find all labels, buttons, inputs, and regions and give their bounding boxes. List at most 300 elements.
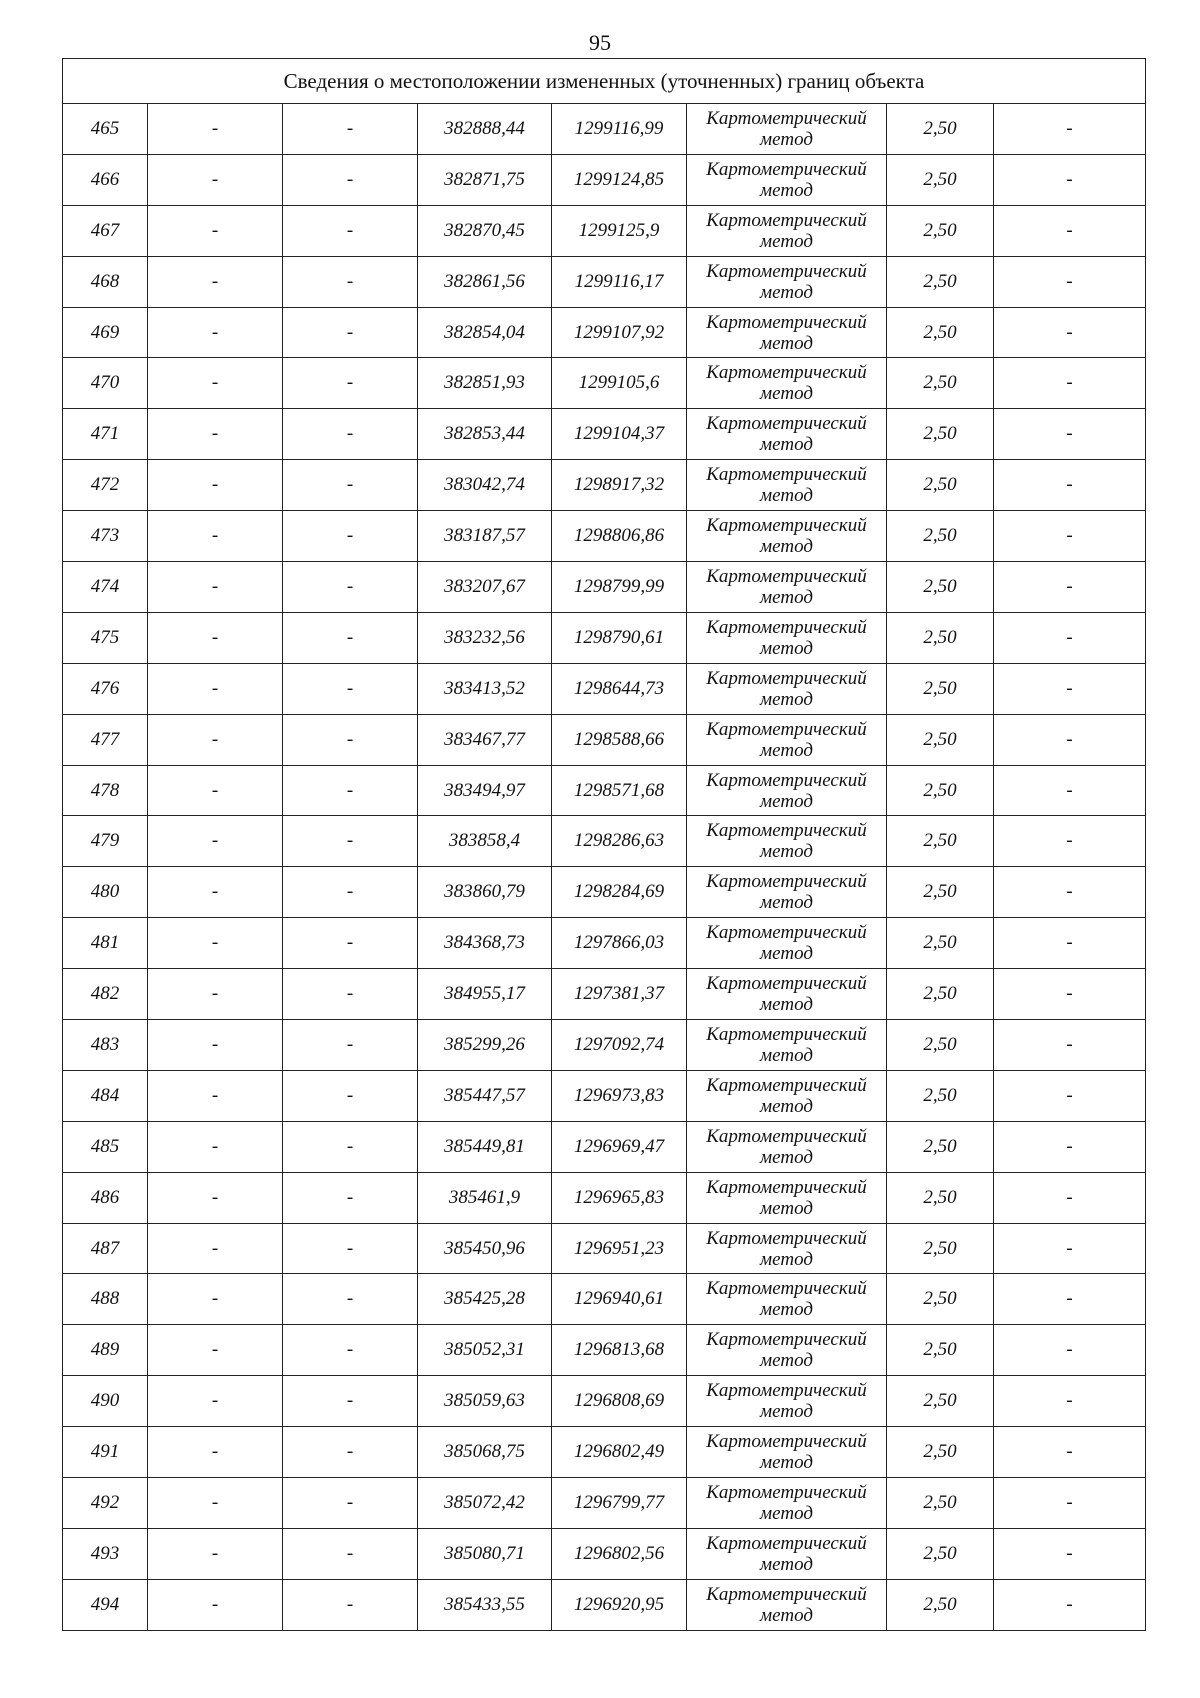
- empty-cell: -: [148, 1376, 283, 1427]
- method-cell: [687, 460, 887, 511]
- empty-cell: -: [283, 816, 418, 867]
- y-coordinate-cell: 1299125,9: [552, 205, 687, 256]
- y-coordinate-cell: 1296802,56: [552, 1528, 687, 1579]
- empty-cell: -: [994, 867, 1146, 918]
- empty-cell: -: [148, 1274, 283, 1325]
- empty-cell: -: [283, 562, 418, 613]
- method-line-2: метод: [760, 586, 813, 608]
- x-coordinate-cell: 383232,56: [418, 612, 552, 663]
- method-line-1: Картометрический: [706, 1431, 867, 1453]
- y-coordinate-cell: 1296799,77: [552, 1478, 687, 1529]
- point-number-cell: 469: [63, 307, 148, 358]
- empty-cell: -: [283, 1274, 418, 1325]
- table-body: [63, 59, 1146, 1631]
- method-cell: [687, 1325, 887, 1376]
- empty-cell: -: [148, 1325, 283, 1376]
- empty-cell: -: [148, 1121, 283, 1172]
- empty-cell: -: [148, 663, 283, 714]
- method-line-2: метод: [760, 179, 813, 201]
- x-coordinate-cell: 385447,57: [418, 1070, 552, 1121]
- table-row: [63, 1172, 1146, 1223]
- method-cell: [687, 562, 887, 613]
- point-number-cell: 481: [63, 918, 148, 969]
- method-line-2: метод: [760, 1604, 813, 1626]
- table-row: [63, 816, 1146, 867]
- method-cell: [687, 358, 887, 409]
- method-cell: [687, 1579, 887, 1630]
- x-coordinate-cell: 382871,75: [418, 154, 552, 205]
- point-number-cell: 491: [63, 1427, 148, 1478]
- method-cell: [687, 816, 887, 867]
- method-cell: [687, 1070, 887, 1121]
- y-coordinate-cell: 1296802,49: [552, 1427, 687, 1478]
- y-coordinate-cell: 1296951,23: [552, 1223, 687, 1274]
- empty-cell: -: [994, 409, 1146, 460]
- table-row: [63, 154, 1146, 205]
- table-row: [63, 1070, 1146, 1121]
- empty-cell: -: [148, 562, 283, 613]
- accuracy-cell: 2,50: [887, 1325, 994, 1376]
- accuracy-cell: 2,50: [887, 562, 994, 613]
- point-number-cell: 486: [63, 1172, 148, 1223]
- method-cell: [687, 1020, 887, 1071]
- method-line-1: Картометрический: [706, 362, 867, 384]
- point-number-cell: 473: [63, 511, 148, 562]
- accuracy-cell: 2,50: [887, 612, 994, 663]
- table-row: [63, 205, 1146, 256]
- method-line-2: метод: [760, 1350, 813, 1372]
- empty-cell: -: [994, 1274, 1146, 1325]
- point-number-cell: 490: [63, 1376, 148, 1427]
- method-line-1: Картометрический: [706, 922, 867, 944]
- page-number: 95: [589, 30, 611, 55]
- method-line-1: Картометрический: [706, 158, 867, 180]
- empty-cell: -: [994, 104, 1146, 155]
- method-cell: [687, 714, 887, 765]
- accuracy-cell: 2,50: [887, 1274, 994, 1325]
- empty-cell: -: [148, 1528, 283, 1579]
- y-coordinate-cell: 1299124,85: [552, 154, 687, 205]
- method-cell: [687, 409, 887, 460]
- method-cell: [687, 104, 887, 155]
- point-number-cell: 476: [63, 663, 148, 714]
- point-number-cell: 467: [63, 205, 148, 256]
- y-coordinate-cell: 1298917,32: [552, 460, 687, 511]
- method-cell: [687, 1427, 887, 1478]
- empty-cell: -: [283, 1427, 418, 1478]
- empty-cell: -: [994, 1172, 1146, 1223]
- empty-cell: -: [283, 1376, 418, 1427]
- method-cell: [687, 1274, 887, 1325]
- x-coordinate-cell: 385450,96: [418, 1223, 552, 1274]
- empty-cell: -: [283, 511, 418, 562]
- method-cell: [687, 1528, 887, 1579]
- y-coordinate-cell: 1296813,68: [552, 1325, 687, 1376]
- table-row: [63, 663, 1146, 714]
- empty-cell: -: [283, 1478, 418, 1529]
- point-number-cell: 483: [63, 1020, 148, 1071]
- method-cell: [687, 1223, 887, 1274]
- accuracy-cell: 2,50: [887, 1223, 994, 1274]
- point-number-cell: 468: [63, 256, 148, 307]
- empty-cell: -: [994, 1427, 1146, 1478]
- x-coordinate-cell: 383467,77: [418, 714, 552, 765]
- accuracy-cell: 2,50: [887, 663, 994, 714]
- empty-cell: -: [283, 714, 418, 765]
- empty-cell: -: [283, 1528, 418, 1579]
- x-coordinate-cell: 385425,28: [418, 1274, 552, 1325]
- method-cell: [687, 612, 887, 663]
- method-cell: [687, 663, 887, 714]
- accuracy-cell: 2,50: [887, 154, 994, 205]
- empty-cell: -: [283, 1579, 418, 1630]
- y-coordinate-cell: 1296973,83: [552, 1070, 687, 1121]
- x-coordinate-cell: 382870,45: [418, 205, 552, 256]
- point-number-cell: 471: [63, 409, 148, 460]
- method-cell: [687, 1121, 887, 1172]
- empty-cell: -: [283, 104, 418, 155]
- empty-cell: -: [283, 154, 418, 205]
- accuracy-cell: 2,50: [887, 1172, 994, 1223]
- accuracy-cell: 2,50: [887, 358, 994, 409]
- method-line-2: метод: [760, 230, 813, 252]
- method-line-2: метод: [760, 1299, 813, 1321]
- accuracy-cell: 2,50: [887, 765, 994, 816]
- empty-cell: -: [994, 1020, 1146, 1071]
- point-number-cell: 484: [63, 1070, 148, 1121]
- x-coordinate-cell: 383858,4: [418, 816, 552, 867]
- method-line-1: Картометрический: [706, 871, 867, 893]
- method-line-1: Картометрический: [706, 667, 867, 689]
- x-coordinate-cell: 382888,44: [418, 104, 552, 155]
- accuracy-cell: 2,50: [887, 205, 994, 256]
- accuracy-cell: 2,50: [887, 1070, 994, 1121]
- method-line-2: метод: [760, 994, 813, 1016]
- x-coordinate-cell: 385052,31: [418, 1325, 552, 1376]
- point-number-cell: 493: [63, 1528, 148, 1579]
- method-line-2: метод: [760, 1401, 813, 1423]
- empty-cell: -: [283, 765, 418, 816]
- boundary-coordinates-table: [62, 58, 1146, 1631]
- x-coordinate-cell: 383413,52: [418, 663, 552, 714]
- empty-cell: -: [994, 612, 1146, 663]
- point-number-cell: 479: [63, 816, 148, 867]
- empty-cell: -: [283, 612, 418, 663]
- table-row: [63, 460, 1146, 511]
- table-row: [63, 358, 1146, 409]
- point-number-cell: 488: [63, 1274, 148, 1325]
- accuracy-cell: 2,50: [887, 918, 994, 969]
- table-row: [63, 1020, 1146, 1071]
- empty-cell: -: [994, 1376, 1146, 1427]
- empty-cell: -: [283, 1223, 418, 1274]
- method-line-2: метод: [760, 790, 813, 812]
- y-coordinate-cell: 1299116,17: [552, 256, 687, 307]
- empty-cell: -: [148, 1070, 283, 1121]
- empty-cell: -: [994, 1579, 1146, 1630]
- empty-cell: -: [994, 714, 1146, 765]
- method-line-1: Картометрический: [706, 1380, 867, 1402]
- empty-cell: -: [283, 663, 418, 714]
- table-row: [63, 104, 1146, 155]
- empty-cell: -: [148, 1478, 283, 1529]
- accuracy-cell: 2,50: [887, 409, 994, 460]
- empty-cell: -: [994, 562, 1146, 613]
- empty-cell: -: [994, 460, 1146, 511]
- method-line-1: Картометрический: [706, 1278, 867, 1300]
- empty-cell: -: [283, 1325, 418, 1376]
- empty-cell: -: [283, 256, 418, 307]
- y-coordinate-cell: 1298571,68: [552, 765, 687, 816]
- x-coordinate-cell: 382853,44: [418, 409, 552, 460]
- empty-cell: -: [994, 1223, 1146, 1274]
- table-row: [63, 1376, 1146, 1427]
- table-row: [63, 307, 1146, 358]
- method-cell: [687, 969, 887, 1020]
- point-number-cell: 465: [63, 104, 148, 155]
- empty-cell: -: [148, 256, 283, 307]
- x-coordinate-cell: 385433,55: [418, 1579, 552, 1630]
- empty-cell: -: [148, 918, 283, 969]
- empty-cell: -: [994, 307, 1146, 358]
- accuracy-cell: 2,50: [887, 867, 994, 918]
- x-coordinate-cell: 383187,57: [418, 511, 552, 562]
- empty-cell: -: [283, 867, 418, 918]
- method-line-2: метод: [760, 485, 813, 507]
- accuracy-cell: 2,50: [887, 969, 994, 1020]
- method-cell: [687, 511, 887, 562]
- empty-cell: -: [994, 969, 1146, 1020]
- method-line-2: метод: [760, 943, 813, 965]
- method-cell: [687, 765, 887, 816]
- x-coordinate-cell: 382854,04: [418, 307, 552, 358]
- method-line-2: метод: [760, 128, 813, 150]
- x-coordinate-cell: 385080,71: [418, 1528, 552, 1579]
- method-line-1: Картометрический: [706, 1227, 867, 1249]
- method-line-2: метод: [760, 383, 813, 405]
- y-coordinate-cell: 1299105,6: [552, 358, 687, 409]
- accuracy-cell: 2,50: [887, 1528, 994, 1579]
- empty-cell: -: [148, 205, 283, 256]
- x-coordinate-cell: 383042,74: [418, 460, 552, 511]
- table-row: [63, 969, 1146, 1020]
- method-line-1: Картометрический: [706, 1329, 867, 1351]
- method-cell: [687, 154, 887, 205]
- empty-cell: -: [148, 816, 283, 867]
- point-number-cell: 470: [63, 358, 148, 409]
- x-coordinate-cell: 385461,9: [418, 1172, 552, 1223]
- accuracy-cell: 2,50: [887, 1579, 994, 1630]
- empty-cell: -: [148, 154, 283, 205]
- table-title: Сведения о местоположении измененных (уточненных) границ объекта: [63, 59, 1146, 104]
- empty-cell: -: [994, 1528, 1146, 1579]
- method-line-1: Картометрический: [706, 1176, 867, 1198]
- empty-cell: -: [148, 1579, 283, 1630]
- empty-cell: -: [148, 612, 283, 663]
- table-row: [63, 256, 1146, 307]
- y-coordinate-cell: 1298644,73: [552, 663, 687, 714]
- method-cell: [687, 256, 887, 307]
- empty-cell: -: [148, 714, 283, 765]
- y-coordinate-cell: 1296969,47: [552, 1121, 687, 1172]
- empty-cell: -: [994, 205, 1146, 256]
- empty-cell: -: [994, 765, 1146, 816]
- empty-cell: -: [994, 1121, 1146, 1172]
- method-line-1: Картометрический: [706, 209, 867, 231]
- empty-cell: -: [994, 511, 1146, 562]
- empty-cell: -: [148, 1020, 283, 1071]
- empty-cell: -: [283, 460, 418, 511]
- y-coordinate-cell: 1296808,69: [552, 1376, 687, 1427]
- empty-cell: -: [283, 1172, 418, 1223]
- y-coordinate-cell: 1297092,74: [552, 1020, 687, 1071]
- accuracy-cell: 2,50: [887, 816, 994, 867]
- y-coordinate-cell: 1296965,83: [552, 1172, 687, 1223]
- method-line-1: Картометрический: [706, 515, 867, 537]
- empty-cell: -: [994, 663, 1146, 714]
- method-line-1: Картометрический: [706, 107, 867, 129]
- table-row: [63, 1478, 1146, 1529]
- point-number-cell: 492: [63, 1478, 148, 1529]
- table-row: [63, 1274, 1146, 1325]
- empty-cell: -: [283, 1020, 418, 1071]
- table-row: [63, 409, 1146, 460]
- y-coordinate-cell: 1296920,95: [552, 1579, 687, 1630]
- accuracy-cell: 2,50: [887, 1376, 994, 1427]
- y-coordinate-cell: 1298790,61: [552, 612, 687, 663]
- empty-cell: -: [148, 1172, 283, 1223]
- y-coordinate-cell: 1298286,63: [552, 816, 687, 867]
- x-coordinate-cell: 383494,97: [418, 765, 552, 816]
- table-row: [63, 918, 1146, 969]
- point-number-cell: 466: [63, 154, 148, 205]
- table-row: [63, 765, 1146, 816]
- y-coordinate-cell: 1299107,92: [552, 307, 687, 358]
- method-line-2: метод: [760, 1502, 813, 1524]
- method-line-2: метод: [760, 1452, 813, 1474]
- accuracy-cell: 2,50: [887, 1121, 994, 1172]
- method-line-2: метод: [760, 434, 813, 456]
- table-row: [63, 714, 1146, 765]
- method-line-2: метод: [760, 1248, 813, 1270]
- method-cell: [687, 307, 887, 358]
- point-number-cell: 477: [63, 714, 148, 765]
- empty-cell: -: [148, 511, 283, 562]
- empty-cell: -: [148, 969, 283, 1020]
- method-line-2: метод: [760, 1197, 813, 1219]
- empty-cell: -: [994, 256, 1146, 307]
- method-line-1: Картометрический: [706, 260, 867, 282]
- method-line-2: метод: [760, 1146, 813, 1168]
- method-line-1: Картометрический: [706, 1532, 867, 1554]
- empty-cell: -: [148, 1427, 283, 1478]
- method-cell: [687, 1478, 887, 1529]
- method-line-1: Картометрический: [706, 311, 867, 333]
- x-coordinate-cell: 385449,81: [418, 1121, 552, 1172]
- y-coordinate-cell: 1297866,03: [552, 918, 687, 969]
- empty-cell: -: [283, 205, 418, 256]
- x-coordinate-cell: 385072,42: [418, 1478, 552, 1529]
- method-line-2: метод: [760, 841, 813, 863]
- x-coordinate-cell: 385299,26: [418, 1020, 552, 1071]
- accuracy-cell: 2,50: [887, 511, 994, 562]
- empty-cell: -: [994, 1325, 1146, 1376]
- y-coordinate-cell: 1299104,37: [552, 409, 687, 460]
- empty-cell: -: [283, 358, 418, 409]
- point-number-cell: 482: [63, 969, 148, 1020]
- table-row: [63, 1427, 1146, 1478]
- empty-cell: -: [994, 358, 1146, 409]
- method-cell: [687, 1172, 887, 1223]
- empty-cell: -: [283, 307, 418, 358]
- empty-cell: -: [994, 918, 1146, 969]
- method-cell: [687, 1376, 887, 1427]
- method-line-1: Картометрический: [706, 769, 867, 791]
- point-number-cell: 478: [63, 765, 148, 816]
- y-coordinate-cell: 1298799,99: [552, 562, 687, 613]
- y-coordinate-cell: 1299116,99: [552, 104, 687, 155]
- empty-cell: -: [148, 460, 283, 511]
- empty-cell: -: [994, 816, 1146, 867]
- table-row: [63, 511, 1146, 562]
- table-row: [63, 612, 1146, 663]
- table-row: [63, 1579, 1146, 1630]
- method-line-2: метод: [760, 536, 813, 558]
- x-coordinate-cell: 385068,75: [418, 1427, 552, 1478]
- method-line-2: метод: [760, 281, 813, 303]
- accuracy-cell: 2,50: [887, 1478, 994, 1529]
- accuracy-cell: 2,50: [887, 256, 994, 307]
- method-line-2: метод: [760, 332, 813, 354]
- method-line-2: метод: [760, 1095, 813, 1117]
- empty-cell: -: [148, 104, 283, 155]
- x-coordinate-cell: 383207,67: [418, 562, 552, 613]
- y-coordinate-cell: 1297381,37: [552, 969, 687, 1020]
- empty-cell: -: [283, 409, 418, 460]
- empty-cell: -: [148, 765, 283, 816]
- point-number-cell: 474: [63, 562, 148, 613]
- point-number-cell: 472: [63, 460, 148, 511]
- table-row: [63, 562, 1146, 613]
- method-cell: [687, 867, 887, 918]
- method-line-1: Картометрический: [706, 1074, 867, 1096]
- accuracy-cell: 2,50: [887, 1427, 994, 1478]
- x-coordinate-cell: 382861,56: [418, 256, 552, 307]
- accuracy-cell: 2,50: [887, 460, 994, 511]
- point-number-cell: 494: [63, 1579, 148, 1630]
- x-coordinate-cell: 383860,79: [418, 867, 552, 918]
- accuracy-cell: 2,50: [887, 104, 994, 155]
- method-line-1: Картометрический: [706, 1125, 867, 1147]
- method-line-1: Картометрический: [706, 565, 867, 587]
- point-number-cell: 475: [63, 612, 148, 663]
- empty-cell: -: [283, 918, 418, 969]
- point-number-cell: 485: [63, 1121, 148, 1172]
- point-number-cell: 489: [63, 1325, 148, 1376]
- y-coordinate-cell: 1298588,66: [552, 714, 687, 765]
- method-line-1: Картометрический: [706, 1481, 867, 1503]
- method-line-1: Картометрический: [706, 413, 867, 435]
- accuracy-cell: 2,50: [887, 714, 994, 765]
- table-row: [63, 867, 1146, 918]
- empty-cell: -: [994, 154, 1146, 205]
- point-number-cell: 480: [63, 867, 148, 918]
- empty-cell: -: [994, 1478, 1146, 1529]
- method-line-1: Картометрический: [706, 820, 867, 842]
- method-line-2: метод: [760, 1553, 813, 1575]
- table-row: [63, 1528, 1146, 1579]
- method-line-2: метод: [760, 739, 813, 761]
